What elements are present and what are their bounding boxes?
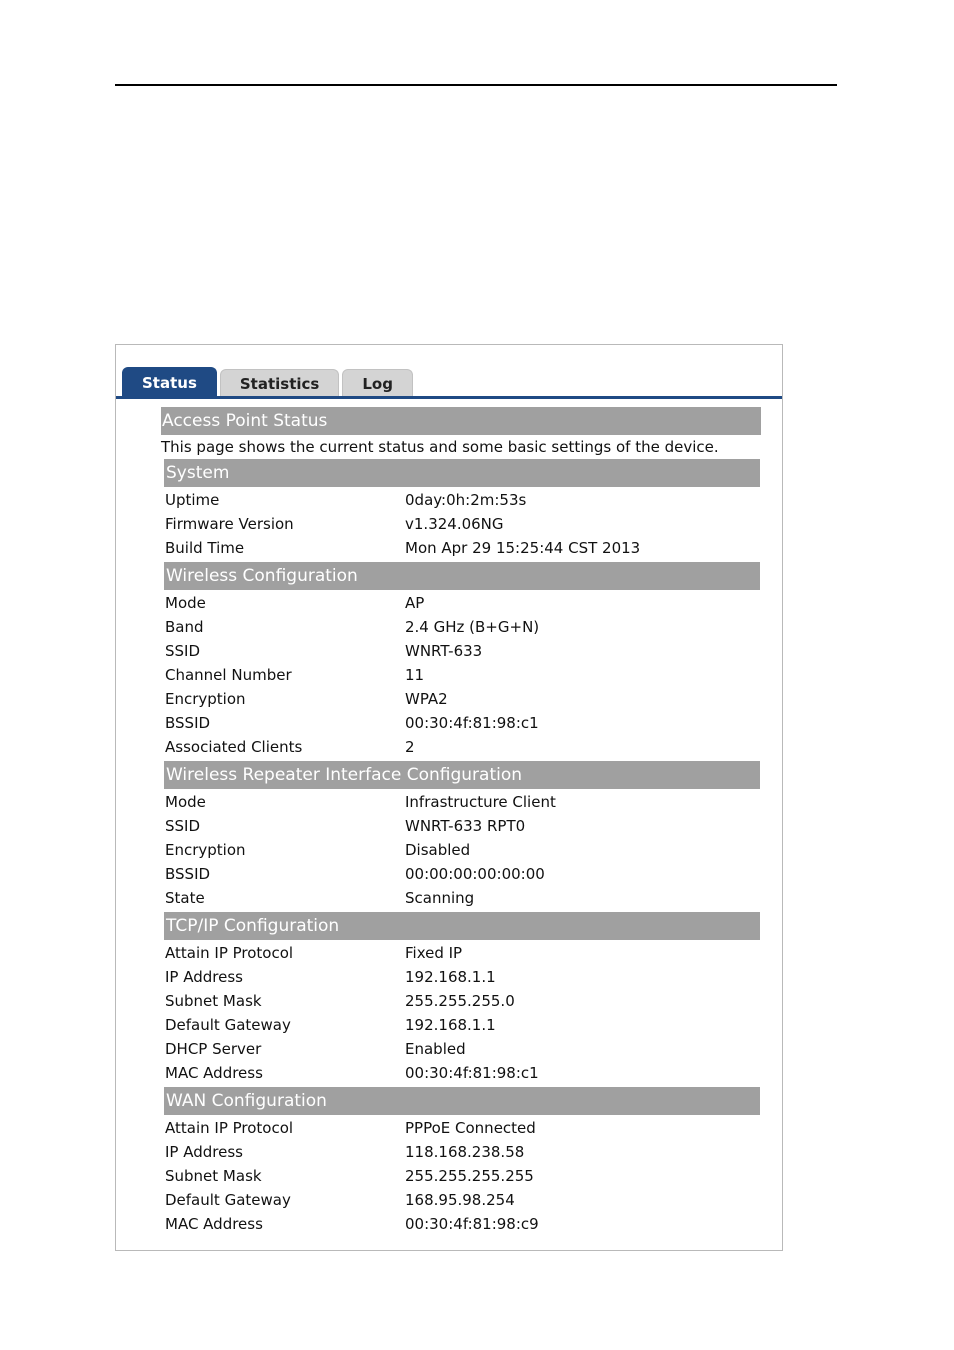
tab-statistics[interactable]: Statistics — [220, 369, 339, 397]
row-label: MAC Address — [165, 1064, 263, 1082]
row-value: 00:30:4f:81:98:c9 — [405, 1215, 539, 1233]
section-header-repeater: Wireless Repeater Interface Configuration — [164, 761, 760, 789]
status-row — [161, 639, 761, 663]
status-row — [161, 862, 761, 886]
row-label: Subnet Mask — [165, 992, 262, 1010]
section-repeater-rows — [161, 789, 761, 912]
status-row — [161, 965, 761, 989]
row-value: v1.324.06NG — [405, 515, 504, 533]
status-row — [161, 814, 761, 838]
section-header-wireless: Wireless Configuration — [164, 562, 760, 590]
section-header-system: System — [164, 459, 760, 487]
section-header-wan: WAN Configuration — [164, 1087, 760, 1115]
status-row — [161, 1188, 761, 1212]
row-label: Build Time — [165, 539, 245, 557]
row-label: State — [165, 889, 205, 907]
status-row — [161, 536, 761, 560]
row-label: Uptime — [165, 491, 220, 509]
row-value: PPPoE Connected — [405, 1119, 536, 1137]
status-row — [161, 886, 761, 910]
row-value: WNRT-633 — [405, 642, 483, 660]
row-value: 2.4 GHz (B+G+N) — [405, 618, 540, 636]
row-value: 11 — [405, 666, 425, 684]
tab-log[interactable]: Log — [342, 369, 413, 397]
row-label: Attain IP Protocol — [165, 944, 294, 962]
row-label: Firmware Version — [165, 515, 294, 533]
row-value: AP — [405, 594, 425, 612]
row-value: 0day:0h:2m:53s — [405, 491, 527, 509]
row-label: BSSID — [165, 865, 211, 883]
status-row — [161, 941, 761, 965]
row-label: IP Address — [165, 968, 243, 986]
row-value: 255.255.255.0 — [405, 992, 515, 1010]
status-row — [161, 512, 761, 536]
tab-bar — [122, 367, 416, 397]
status-row — [161, 838, 761, 862]
row-value: 00:30:4f:81:98:c1 — [405, 1064, 539, 1082]
row-value: 192.168.1.1 — [405, 968, 496, 986]
row-label: BSSID — [165, 714, 211, 732]
status-row — [161, 1212, 761, 1236]
status-row — [161, 663, 761, 687]
row-label: IP Address — [165, 1143, 243, 1161]
row-label: Default Gateway — [165, 1016, 291, 1034]
page-top-rule — [115, 84, 837, 86]
row-label: MAC Address — [165, 1215, 263, 1233]
section-header-tcpip: TCP/IP Configuration — [164, 912, 760, 940]
row-label: Encryption — [165, 841, 246, 859]
status-row — [161, 989, 761, 1013]
status-row — [161, 711, 761, 735]
status-row — [161, 790, 761, 814]
row-label: SSID — [165, 817, 201, 835]
row-value: 2 — [405, 738, 415, 756]
status-row — [161, 591, 761, 615]
section-wireless-rows — [161, 590, 761, 761]
tab-underline — [116, 396, 782, 399]
status-row — [161, 687, 761, 711]
row-value: Mon Apr 29 15:25:44 CST 2013 — [405, 539, 641, 557]
status-row — [161, 735, 761, 759]
row-value: Disabled — [405, 841, 471, 859]
row-value: 255.255.255.255 — [405, 1167, 534, 1185]
status-row — [161, 1140, 761, 1164]
row-label: Default Gateway — [165, 1191, 291, 1209]
row-value: 00:00:00:00:00:00 — [405, 865, 545, 883]
row-value: Scanning — [405, 889, 475, 907]
row-label: Encryption — [165, 690, 246, 708]
row-value: Fixed IP — [405, 944, 463, 962]
status-row — [161, 1061, 761, 1085]
row-label: SSID — [165, 642, 201, 660]
row-label: Channel Number — [165, 666, 292, 684]
status-content — [161, 407, 761, 1238]
row-label: Band — [165, 618, 204, 636]
status-row — [161, 615, 761, 639]
status-row — [161, 1116, 761, 1140]
row-value: Infrastructure Client — [405, 793, 556, 811]
status-row — [161, 1013, 761, 1037]
row-label: DHCP Server — [165, 1040, 262, 1058]
row-label: Mode — [165, 793, 206, 811]
status-row — [161, 488, 761, 512]
row-value: 118.168.238.58 — [405, 1143, 525, 1161]
row-value: WPA2 — [405, 690, 448, 708]
status-row — [161, 1037, 761, 1061]
row-value: WNRT-633 RPT0 — [405, 817, 526, 835]
row-value: 192.168.1.1 — [405, 1016, 496, 1034]
page-description: This page shows the current status and some basic settings of the device. — [161, 438, 719, 456]
section-system-rows — [161, 487, 761, 562]
row-label: Mode — [165, 594, 206, 612]
row-value: 00:30:4f:81:98:c1 — [405, 714, 539, 732]
row-value: Enabled — [405, 1040, 466, 1058]
row-value: 168.95.98.254 — [405, 1191, 515, 1209]
row-label: Associated Clients — [165, 738, 303, 756]
status-panel — [115, 344, 783, 1251]
page-title: Access Point Status — [161, 407, 761, 435]
status-row — [161, 1164, 761, 1188]
section-tcpip-rows — [161, 940, 761, 1087]
tab-status[interactable]: Status — [122, 367, 217, 397]
section-wan-rows — [161, 1115, 761, 1238]
row-label: Subnet Mask — [165, 1167, 262, 1185]
row-label: Attain IP Protocol — [165, 1119, 294, 1137]
